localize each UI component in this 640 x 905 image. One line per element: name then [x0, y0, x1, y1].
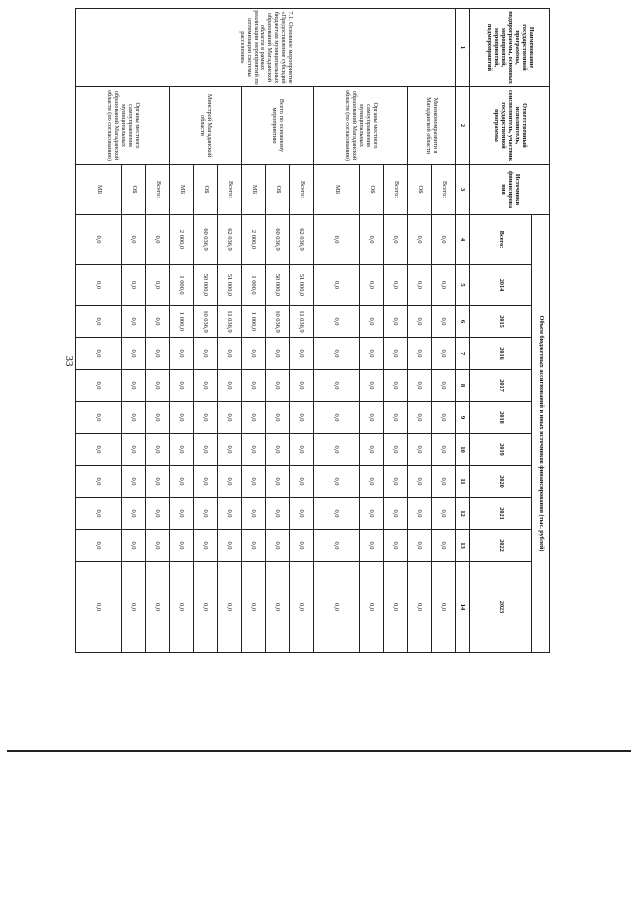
- index-cell: 1: [456, 9, 470, 87]
- value-cell: 0,0: [408, 215, 432, 265]
- value-cell: 0,0: [170, 338, 194, 370]
- value-cell: 0,0: [290, 338, 314, 370]
- value-cell: 10 036,9: [194, 306, 218, 338]
- value-cell: 0,0: [242, 498, 266, 530]
- value-cell: 0,0: [360, 265, 384, 306]
- value-cell: 0,0: [76, 434, 122, 466]
- value-cell: 0,0: [314, 434, 360, 466]
- value-cell: 0,0: [218, 562, 242, 653]
- value-cell: 0,0: [194, 338, 218, 370]
- value-cell: 0,0: [146, 370, 170, 402]
- value-cell: 0,0: [432, 530, 456, 562]
- value-cell: 0,0: [432, 306, 456, 338]
- value-cell: 0,0: [76, 338, 122, 370]
- executor-cell: Органы местного самоуправления муниципальных образований Магаданской области (по согласованию): [76, 87, 170, 165]
- value-cell: 0,0: [76, 215, 122, 265]
- value-cell: 0,0: [122, 530, 146, 562]
- index-cell: 14: [456, 562, 470, 653]
- table-row: [384, 9, 408, 653]
- value-cell: 0,0: [170, 370, 194, 402]
- rotated-table-wrapper: [88, 8, 550, 614]
- value-cell: 0,0: [76, 306, 122, 338]
- value-cell: 0,0: [360, 562, 384, 653]
- header-year: 2016: [470, 338, 532, 370]
- value-cell: 0,0: [146, 306, 170, 338]
- value-cell: 0,0: [146, 215, 170, 265]
- header-executor: Ответственный исполнитель, соисполнитель, участник государственной программы: [470, 87, 550, 165]
- index-cell: 7: [456, 338, 470, 370]
- value-cell: 0,0: [384, 370, 408, 402]
- value-cell: 0,0: [360, 434, 384, 466]
- value-cell: 0,0: [266, 370, 290, 402]
- value-cell: 0,0: [122, 498, 146, 530]
- value-cell: 0,0: [242, 402, 266, 434]
- value-cell: 0,0: [384, 562, 408, 653]
- value-cell: 0,0: [194, 498, 218, 530]
- value-cell: 1 000,0: [242, 306, 266, 338]
- value-cell: 0,0: [122, 215, 146, 265]
- value-cell: 0,0: [122, 466, 146, 498]
- index-cell: 9: [456, 402, 470, 434]
- value-cell: 1 000,0: [170, 306, 194, 338]
- value-cell: 0,0: [360, 370, 384, 402]
- value-cell: 0,0: [76, 402, 122, 434]
- table-row: [146, 9, 170, 653]
- header-year: 2018: [470, 402, 532, 434]
- value-cell: 0,0: [218, 530, 242, 562]
- value-cell: 0,0: [218, 498, 242, 530]
- value-cell: 0,0: [194, 530, 218, 562]
- value-cell: 0,0: [360, 338, 384, 370]
- value-cell: 0,0: [218, 434, 242, 466]
- header-program: Наименование государственной программы, подпрограммы, основных мероприятий, мероприятий, подмероприятий: [470, 9, 550, 87]
- value-cell: 0,0: [146, 562, 170, 653]
- value-cell: 0,0: [432, 562, 456, 653]
- value-cell: 0,0: [314, 562, 360, 653]
- value-cell: 0,0: [360, 498, 384, 530]
- source-cell: Всего:: [384, 165, 408, 215]
- value-cell: 0,0: [194, 434, 218, 466]
- value-cell: 0,0: [384, 265, 408, 306]
- value-cell: 60 036,9: [266, 215, 290, 265]
- source-cell: МБ: [170, 165, 194, 215]
- index-cell: 3: [456, 165, 470, 215]
- table-row: [290, 9, 314, 653]
- value-cell: 0,0: [146, 265, 170, 306]
- source-cell: ОБ: [408, 165, 432, 215]
- value-cell: 0,0: [432, 338, 456, 370]
- value-cell: 0,0: [76, 498, 122, 530]
- value-cell: 0,0: [76, 562, 122, 653]
- value-cell: 0,0: [384, 434, 408, 466]
- value-cell: 0,0: [290, 466, 314, 498]
- source-cell: Всего:: [290, 165, 314, 215]
- value-cell: 0,0: [122, 306, 146, 338]
- value-cell: 0,0: [146, 466, 170, 498]
- value-cell: 0,0: [170, 402, 194, 434]
- value-cell: 0,0: [314, 215, 360, 265]
- value-cell: 0,0: [76, 370, 122, 402]
- value-cell: 0,0: [194, 402, 218, 434]
- source-cell: МБ: [76, 165, 122, 215]
- value-cell: 2 000,0: [170, 215, 194, 265]
- value-cell: 0,0: [290, 402, 314, 434]
- source-cell: МБ: [314, 165, 360, 215]
- value-cell: 0,0: [242, 562, 266, 653]
- table-row: [432, 9, 456, 653]
- value-cell: 0,0: [146, 434, 170, 466]
- index-cell: 10: [456, 434, 470, 466]
- value-cell: 0,0: [194, 466, 218, 498]
- value-cell: 0,0: [408, 370, 432, 402]
- value-cell: 0,0: [218, 338, 242, 370]
- header-year: 2014: [470, 265, 532, 306]
- value-cell: 0,0: [122, 265, 146, 306]
- value-cell: 0,0: [122, 434, 146, 466]
- value-cell: 0,0: [314, 265, 360, 306]
- value-cell: 0,0: [314, 338, 360, 370]
- header-year: 2021: [470, 498, 532, 530]
- value-cell: 0,0: [360, 530, 384, 562]
- value-cell: 0,0: [122, 402, 146, 434]
- value-cell: 0,0: [384, 338, 408, 370]
- value-cell: 0,0: [194, 370, 218, 402]
- value-cell: 51 000,0: [290, 265, 314, 306]
- value-cell: 0,0: [266, 530, 290, 562]
- value-cell: 0,0: [290, 498, 314, 530]
- index-cell: 11: [456, 466, 470, 498]
- value-cell: 0,0: [170, 434, 194, 466]
- value-cell: 62 036,9: [218, 215, 242, 265]
- value-cell: 0,0: [242, 466, 266, 498]
- source-cell: Всего:: [218, 165, 242, 215]
- header-year: Всего:: [470, 215, 532, 265]
- value-cell: 60 036,9: [194, 215, 218, 265]
- executor-cell: Всего по основному мероприятию: [242, 87, 314, 165]
- value-cell: 2 000,0: [242, 215, 266, 265]
- financing-table: [75, 8, 550, 653]
- value-cell: 0,0: [314, 306, 360, 338]
- value-cell: 0,0: [360, 306, 384, 338]
- value-cell: 0,0: [146, 498, 170, 530]
- value-cell: 11 036,9: [290, 306, 314, 338]
- value-cell: 0,0: [266, 402, 290, 434]
- value-cell: 0,0: [408, 562, 432, 653]
- value-cell: 0,0: [146, 402, 170, 434]
- value-cell: 0,0: [266, 434, 290, 466]
- source-cell: ОБ: [194, 165, 218, 215]
- value-cell: 0,0: [408, 498, 432, 530]
- value-cell: 0,0: [432, 215, 456, 265]
- index-cell: 6: [456, 306, 470, 338]
- value-cell: 50 000,0: [194, 265, 218, 306]
- value-cell: 0,0: [408, 306, 432, 338]
- value-cell: 0,0: [266, 498, 290, 530]
- value-cell: 0,0: [170, 466, 194, 498]
- value-cell: 10 036,9: [266, 306, 290, 338]
- value-cell: 0,0: [314, 530, 360, 562]
- header-year: 2017: [470, 370, 532, 402]
- value-cell: 0,0: [408, 466, 432, 498]
- header-year: 2023: [470, 562, 532, 653]
- value-cell: 0,0: [384, 530, 408, 562]
- value-cell: 0,0: [122, 370, 146, 402]
- value-cell: 0,0: [242, 530, 266, 562]
- executor-cell: Органы местного самоуправления муниципальных образований Магаданской области (по согласованию): [314, 87, 408, 165]
- value-cell: 0,0: [360, 215, 384, 265]
- value-cell: 0,0: [384, 402, 408, 434]
- executor-cell: Минстрой Магаданской области: [170, 87, 242, 165]
- value-cell: 0,0: [432, 498, 456, 530]
- value-cell: 11 036,9: [218, 306, 242, 338]
- value-cell: 0,0: [408, 265, 432, 306]
- value-cell: 0,0: [170, 530, 194, 562]
- value-cell: 0,0: [408, 530, 432, 562]
- value-cell: 51 000,0: [218, 265, 242, 306]
- header-year: 2019: [470, 434, 532, 466]
- source-cell: Всего:: [432, 165, 456, 215]
- index-cell: 2: [456, 87, 470, 165]
- value-cell: 0,0: [146, 530, 170, 562]
- value-cell: 0,0: [76, 466, 122, 498]
- source-cell: ОБ: [122, 165, 146, 215]
- source-cell: ОБ: [360, 165, 384, 215]
- value-cell: 0,0: [432, 466, 456, 498]
- value-cell: 0,0: [360, 402, 384, 434]
- value-cell: 0,0: [146, 338, 170, 370]
- value-cell: 0,0: [290, 434, 314, 466]
- value-cell: 0,0: [122, 562, 146, 653]
- value-cell: 0,0: [290, 562, 314, 653]
- program-name-cell: 7.1. Основное мероприятие «Предоставление субсидий бюджетам муниципальных образований Магаданской области в рамках реализации мероприятий по оптимизации системы расселения»: [76, 9, 456, 87]
- value-cell: 0,0: [218, 466, 242, 498]
- value-cell: 0,0: [408, 338, 432, 370]
- value-cell: 0,0: [122, 338, 146, 370]
- value-cell: 0,0: [290, 370, 314, 402]
- value-cell: 0,0: [218, 370, 242, 402]
- source-cell: ОБ: [266, 165, 290, 215]
- header-year: 2022: [470, 530, 532, 562]
- value-cell: 0,0: [242, 370, 266, 402]
- table-body: [76, 9, 470, 653]
- value-cell: 0,0: [194, 562, 218, 653]
- value-cell: 1 000,0: [170, 265, 194, 306]
- value-cell: 0,0: [314, 498, 360, 530]
- index-row: [456, 9, 470, 653]
- page-number: 33: [63, 355, 75, 367]
- value-cell: 0,0: [384, 466, 408, 498]
- value-cell: 0,0: [314, 370, 360, 402]
- value-cell: 0,0: [290, 530, 314, 562]
- index-cell: 4: [456, 215, 470, 265]
- value-cell: 0,0: [266, 562, 290, 653]
- value-cell: 0,0: [384, 306, 408, 338]
- value-cell: 62 036,9: [290, 215, 314, 265]
- value-cell: 0,0: [218, 402, 242, 434]
- header-year: 2020: [470, 466, 532, 498]
- value-cell: 0,0: [432, 370, 456, 402]
- value-cell: 0,0: [432, 265, 456, 306]
- horizontal-rule: [7, 750, 631, 752]
- source-cell: МБ: [242, 165, 266, 215]
- value-cell: 0,0: [408, 402, 432, 434]
- index-cell: 8: [456, 370, 470, 402]
- value-cell: 0,0: [384, 498, 408, 530]
- value-cell: 0,0: [76, 265, 122, 306]
- executor-cell: Минэкономразвити я Магаданской области: [408, 87, 456, 165]
- source-cell: Всего:: [146, 165, 170, 215]
- table-row: [218, 9, 242, 653]
- value-cell: 0,0: [266, 466, 290, 498]
- value-cell: 0,0: [314, 466, 360, 498]
- value-cell: 0,0: [432, 402, 456, 434]
- index-cell: 5: [456, 265, 470, 306]
- value-cell: 0,0: [242, 434, 266, 466]
- header-source: Источники финансирова ния: [470, 165, 550, 215]
- value-cell: 0,0: [408, 434, 432, 466]
- value-cell: 0,0: [266, 338, 290, 370]
- index-cell: 13: [456, 530, 470, 562]
- value-cell: 50 000,0: [266, 265, 290, 306]
- value-cell: 0,0: [242, 338, 266, 370]
- value-cell: 0,0: [76, 530, 122, 562]
- value-cell: 0,0: [170, 562, 194, 653]
- value-cell: 0,0: [432, 434, 456, 466]
- header-volume: Объем бюджетных ассигнований и иных источников финансирования (тыс. рублей): [532, 215, 550, 653]
- value-cell: 0,0: [384, 215, 408, 265]
- value-cell: 0,0: [314, 402, 360, 434]
- value-cell: 1 000,0: [242, 265, 266, 306]
- value-cell: 0,0: [360, 466, 384, 498]
- index-cell: 12: [456, 498, 470, 530]
- value-cell: 0,0: [170, 498, 194, 530]
- header-year: 2015: [470, 306, 532, 338]
